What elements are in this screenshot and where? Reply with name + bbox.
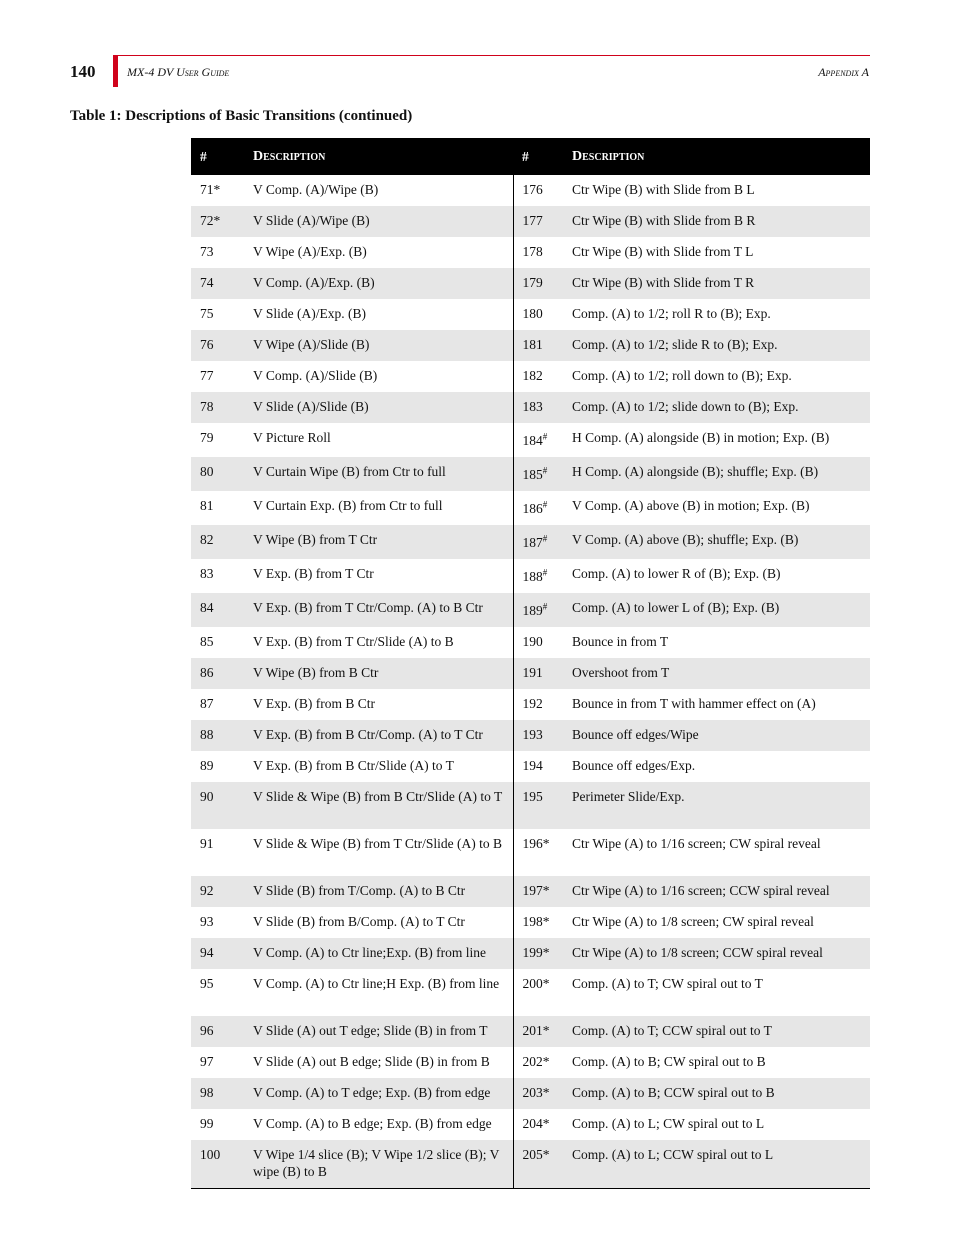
transition-number-text: 98 [200, 1085, 214, 1100]
transition-description [563, 593, 870, 627]
transition-description-text: V Slide (A) out B edge; Slide (B) in from B [253, 1054, 490, 1069]
transition-description [244, 206, 513, 237]
transition-number [191, 1140, 244, 1189]
transition-number-text: 188 [522, 569, 543, 584]
transition-description [563, 268, 870, 299]
transition-number-text: 205* [522, 1147, 550, 1162]
transition-description-text: V Exp. (B) from B Ctr/Slide (A) to T [253, 758, 454, 773]
transition-number-text: 84 [200, 600, 214, 615]
transition-description-text: Comp. (A) to B; CCW spiral out to B [572, 1085, 775, 1100]
transition-number [191, 457, 244, 491]
transition-description-text: V Wipe 1/4 slice (B); V Wipe 1/2 slice (B); V wipe (B) to B [253, 1147, 500, 1179]
transition-number-text: 192 [522, 696, 543, 711]
transition-description [563, 1047, 870, 1078]
transition-description [244, 829, 513, 876]
transition-number-text: 93 [200, 914, 214, 929]
transition-number-text: 200* [522, 976, 550, 991]
table-row [191, 1078, 870, 1109]
transition-description [244, 237, 513, 268]
table-header-row [191, 138, 870, 175]
transition-number [513, 423, 563, 457]
transition-number [513, 525, 563, 559]
transition-number [513, 1047, 563, 1078]
transition-description-text: V Slide (A)/Slide (B) [253, 399, 369, 414]
transition-number [191, 330, 244, 361]
transition-number [191, 237, 244, 268]
transition-description [563, 829, 870, 876]
transition-number-text: 196* [522, 836, 550, 851]
transition-number-text: 72* [200, 213, 221, 228]
table-row [191, 627, 870, 658]
transition-description [563, 1109, 870, 1140]
footnote-marker: # [542, 499, 548, 510]
transition-description [244, 907, 513, 938]
transition-description [244, 559, 513, 593]
transition-number-text: 94 [200, 945, 214, 960]
footnote-marker: # [542, 431, 548, 442]
transition-number-text: 190 [522, 634, 543, 649]
transition-number [513, 491, 563, 525]
transition-number-text: 82 [200, 532, 214, 547]
transition-description [244, 782, 513, 829]
table-row [191, 206, 870, 237]
transition-description [563, 330, 870, 361]
transition-number-text: 203* [522, 1085, 550, 1100]
transition-description [563, 689, 870, 720]
transition-number-text: 90 [200, 789, 214, 804]
transition-number-text: 194 [522, 758, 543, 773]
transition-description-text: Comp. (A) to T; CW spiral out to T [572, 976, 763, 991]
table-row [191, 1047, 870, 1078]
transition-description [244, 751, 513, 782]
transition-number [191, 1016, 244, 1047]
transition-description [244, 330, 513, 361]
transition-number-text: 81 [200, 498, 214, 513]
transition-number [513, 559, 563, 593]
transition-description [244, 525, 513, 559]
transition-number-text: 89 [200, 758, 214, 773]
transition-number-text: 180 [522, 306, 543, 321]
transition-number-text: 182 [522, 368, 543, 383]
transition-description [244, 1140, 513, 1189]
table-row [191, 1140, 870, 1189]
transition-description-text: Comp. (A) to T; CCW spiral out to T [572, 1023, 772, 1038]
table-row [191, 907, 870, 938]
transition-description-text: V Comp. (A) to Ctr line;H Exp. (B) from line [253, 976, 500, 991]
transition-number-text: 184 [522, 433, 543, 448]
transition-number-text: 80 [200, 464, 214, 479]
transition-number-text: 71* [200, 182, 221, 197]
transition-description-text: V Slide (A)/Wipe (B) [253, 213, 370, 228]
transition-description-text: V Exp. (B) from T Ctr/Comp. (A) to B Ctr [253, 600, 483, 615]
transition-description [563, 457, 870, 491]
transition-description [563, 969, 870, 1016]
transition-description [244, 392, 513, 423]
transition-number-text: 74 [200, 275, 214, 290]
transition-number [191, 658, 244, 689]
transition-description-text: Comp. (A) to 1/2; roll R to (B); Exp. [572, 306, 771, 321]
transition-number [191, 423, 244, 457]
transition-description [563, 907, 870, 938]
transition-number-text: 91 [200, 836, 214, 851]
transition-number [191, 593, 244, 627]
table-row [191, 1016, 870, 1047]
transition-description-text: V Comp. (A) above (B) in motion; Exp. (B) [572, 498, 810, 513]
transition-description-text: V Curtain Wipe (B) from Ctr to full [253, 464, 446, 479]
transition-number-text: 79 [200, 430, 214, 445]
transition-description-text: V Slide & Wipe (B) from B Ctr/Slide (A) to T [253, 789, 503, 804]
transition-number-text: 83 [200, 566, 214, 581]
transition-number [513, 876, 563, 907]
transition-number-text: 186 [522, 501, 543, 516]
transition-number-text: 75 [200, 306, 214, 321]
table-row [191, 969, 870, 1016]
transition-number-text: 100 [200, 1147, 221, 1162]
table-row [191, 361, 870, 392]
transition-number-text: 86 [200, 665, 214, 680]
transition-description-text: V Exp. (B) from T Ctr [253, 566, 374, 581]
page-number: 140 [70, 62, 96, 81]
transition-description-text: V Wipe (A)/Slide (B) [253, 337, 370, 352]
transition-number [191, 907, 244, 938]
transition-description-text: Overshoot from T [572, 665, 670, 680]
transition-description [563, 491, 870, 525]
table-row [191, 829, 870, 876]
transition-description-text: Bounce off edges/Exp. [572, 758, 696, 773]
column-header-description: Description [563, 138, 870, 175]
transition-number-text: 201* [522, 1023, 550, 1038]
table-row [191, 720, 870, 751]
transition-number [513, 627, 563, 658]
transition-number [513, 457, 563, 491]
transition-number [513, 1140, 563, 1189]
column-header-number: # [191, 138, 244, 175]
section-label: Appendix A [818, 65, 869, 79]
transition-description-text: Comp. (A) to 1/2; roll down to (B); Exp. [572, 368, 792, 383]
table-row [191, 237, 870, 268]
transition-number [191, 175, 244, 206]
transition-description [244, 1078, 513, 1109]
transition-number-text: 183 [522, 399, 543, 414]
transition-description [563, 237, 870, 268]
table-row [191, 525, 870, 559]
transition-description-text: V Comp. (A)/Wipe (B) [253, 182, 379, 197]
transition-description [563, 1140, 870, 1189]
guide-title: MX-4 DV User Guide [127, 65, 230, 79]
footnote-marker: # [542, 601, 548, 612]
transition-description [563, 876, 870, 907]
transition-description [563, 627, 870, 658]
table-row [191, 938, 870, 969]
transition-number [191, 782, 244, 829]
table-row [191, 658, 870, 689]
transition-description [244, 268, 513, 299]
transition-number [191, 206, 244, 237]
transition-description-text: Ctr Wipe (B) with Slide from T R [572, 275, 755, 290]
header-rule [113, 55, 870, 56]
transition-description [244, 1047, 513, 1078]
transition-description-text: V Slide & Wipe (B) from T Ctr/Slide (A) to B [253, 836, 502, 851]
transition-description-text: Bounce off edges/Wipe [572, 727, 699, 742]
transition-number-text: 204* [522, 1116, 550, 1131]
transition-description-text: Comp. (A) to B; CW spiral out to B [572, 1054, 766, 1069]
transition-number-text: 197* [522, 883, 550, 898]
transition-number-text: 97 [200, 1054, 214, 1069]
transition-description [563, 1016, 870, 1047]
transition-description [563, 658, 870, 689]
transition-number [513, 658, 563, 689]
transition-description-text: Comp. (A) to L; CW spiral out to L [572, 1116, 765, 1131]
transition-description [244, 299, 513, 330]
transition-description [244, 491, 513, 525]
transition-number [513, 330, 563, 361]
transition-number [191, 525, 244, 559]
transition-number-text: 77 [200, 368, 214, 383]
transition-description [563, 782, 870, 829]
transition-description-text: V Exp. (B) from B Ctr/Comp. (A) to T Ctr [253, 727, 483, 742]
transition-number [513, 829, 563, 876]
transition-description-text: V Comp. (A) to Ctr line;Exp. (B) from line [253, 945, 486, 960]
transition-description [244, 361, 513, 392]
transition-number [191, 969, 244, 1016]
transition-description-text: Comp. (A) to lower L of (B); Exp. (B) [572, 600, 780, 615]
transition-number [191, 299, 244, 330]
transition-number-text: 88 [200, 727, 214, 742]
transition-description [563, 206, 870, 237]
transition-description-text: H Comp. (A) alongside (B); shuffle; Exp. (B) [572, 464, 819, 479]
transition-number-text: 85 [200, 634, 214, 649]
transition-number [191, 559, 244, 593]
transition-number [191, 491, 244, 525]
transition-description [244, 627, 513, 658]
table-row [191, 299, 870, 330]
table-row [191, 559, 870, 593]
transition-number [513, 268, 563, 299]
table-row [191, 392, 870, 423]
transition-number-text: 87 [200, 696, 214, 711]
transition-number-text: 178 [522, 244, 543, 259]
transition-description-text: Ctr Wipe (A) to 1/16 screen; CW spiral reveal [572, 836, 821, 851]
transition-description-text: Ctr Wipe (A) to 1/16 screen; CCW spiral reveal [572, 883, 830, 898]
transition-description-text: Ctr Wipe (B) with Slide from T L [572, 244, 754, 259]
transition-description-text: V Picture Roll [253, 430, 331, 445]
transition-number-text: 99 [200, 1116, 214, 1131]
transition-description [244, 423, 513, 457]
transition-number [513, 1109, 563, 1140]
transition-description-text: Comp. (A) to L; CCW spiral out to L [572, 1147, 774, 1162]
transition-description-text: Bounce in from T [572, 634, 669, 649]
transition-description-text: V Slide (A) out T edge; Slide (B) in from T [253, 1023, 488, 1038]
transition-description-text: Comp. (A) to 1/2; slide R to (B); Exp. [572, 337, 778, 352]
transition-description-text: V Comp. (A)/Slide (B) [253, 368, 378, 383]
transition-number [513, 907, 563, 938]
transition-number [513, 720, 563, 751]
transition-description-text: Ctr Wipe (A) to 1/8 screen; CW spiral reveal [572, 914, 814, 929]
transition-description-text: V Comp. (A)/Exp. (B) [253, 275, 375, 290]
transition-description-text: Ctr Wipe (B) with Slide from B R [572, 213, 756, 228]
transition-number-text: 176 [522, 182, 543, 197]
transition-description [244, 457, 513, 491]
transition-number-text: 198* [522, 914, 550, 929]
transition-number-text: 185 [522, 467, 543, 482]
transition-number [513, 751, 563, 782]
transition-number-text: 181 [522, 337, 543, 352]
transition-description [244, 720, 513, 751]
transition-number-text: 191 [522, 665, 543, 680]
footnote-marker: # [542, 465, 548, 476]
transition-number [191, 361, 244, 392]
transition-number [513, 175, 563, 206]
transition-description [244, 969, 513, 1016]
transition-number [191, 392, 244, 423]
table-row [191, 457, 870, 491]
transition-description [563, 361, 870, 392]
transition-description-text: V Curtain Exp. (B) from Ctr to full [253, 498, 443, 513]
transition-description [563, 1078, 870, 1109]
transition-number-text: 199* [522, 945, 550, 960]
transition-description-text: V Slide (B) from B/Comp. (A) to T Ctr [253, 914, 465, 929]
transition-description [563, 299, 870, 330]
transition-number [513, 689, 563, 720]
transition-description [244, 938, 513, 969]
transitions-table [191, 138, 870, 1189]
transition-number [191, 720, 244, 751]
transition-number [513, 1078, 563, 1109]
transition-description-text: V Wipe (B) from T Ctr [253, 532, 378, 547]
transition-number-text: 177 [522, 213, 543, 228]
transition-description [563, 175, 870, 206]
transition-number [513, 593, 563, 627]
transition-number-text: 195 [522, 789, 543, 804]
table-row [191, 175, 870, 206]
transition-number-text: 202* [522, 1054, 550, 1069]
table-row [191, 330, 870, 361]
transition-number [191, 1078, 244, 1109]
table-row [191, 782, 870, 829]
transition-description [563, 720, 870, 751]
transition-number-text: 78 [200, 399, 214, 414]
transition-description-text: V Slide (B) from T/Comp. (A) to B Ctr [253, 883, 466, 898]
transition-description-text: Comp. (A) to lower R of (B); Exp. (B) [572, 566, 781, 581]
transition-description-text: V Exp. (B) from B Ctr [253, 696, 375, 711]
transition-number-text: 96 [200, 1023, 214, 1038]
table-row [191, 1109, 870, 1140]
transition-description-text: V Comp. (A) above (B); shuffle; Exp. (B) [572, 532, 799, 547]
transition-number-text: 179 [522, 275, 543, 290]
transition-number [191, 876, 244, 907]
transition-description [563, 751, 870, 782]
transition-description [563, 559, 870, 593]
table-caption: Table 1: Descriptions of Basic Transitions (continued) [70, 108, 413, 124]
transition-number [191, 689, 244, 720]
transition-description-text: V Wipe (A)/Exp. (B) [253, 244, 367, 259]
transition-number [191, 1047, 244, 1078]
transition-number [513, 782, 563, 829]
transition-description [244, 175, 513, 206]
transition-description-text: V Comp. (A) to B edge; Exp. (B) from edge [253, 1116, 492, 1131]
transition-description [244, 593, 513, 627]
transition-number [513, 206, 563, 237]
transition-description [244, 876, 513, 907]
transition-number [191, 751, 244, 782]
transition-description-text: V Wipe (B) from B Ctr [253, 665, 379, 680]
transition-description-text: Perimeter Slide/Exp. [572, 789, 685, 804]
transition-description [244, 658, 513, 689]
transition-description [563, 938, 870, 969]
table-row [191, 593, 870, 627]
footnote-marker: # [542, 533, 548, 544]
transition-number [513, 938, 563, 969]
footnote-marker: # [542, 567, 548, 578]
transition-description-text: V Comp. (A) to T edge; Exp. (B) from edge [253, 1085, 491, 1100]
header-accent-bar [113, 55, 118, 87]
transition-number [513, 237, 563, 268]
table-row [191, 751, 870, 782]
transition-description [563, 423, 870, 457]
transition-description [244, 1016, 513, 1047]
transition-description-text: Comp. (A) to 1/2; slide down to (B); Exp. [572, 399, 799, 414]
table-row [191, 268, 870, 299]
transition-description [244, 689, 513, 720]
transition-number [513, 1016, 563, 1047]
transition-description [244, 1109, 513, 1140]
table-row [191, 876, 870, 907]
transition-description-text: Ctr Wipe (B) with Slide from B L [572, 182, 755, 197]
transition-number-text: 193 [522, 727, 543, 742]
table-row [191, 491, 870, 525]
transition-description-text: H Comp. (A) alongside (B) in motion; Exp. (B) [572, 430, 830, 445]
transition-number [191, 627, 244, 658]
transition-number [191, 938, 244, 969]
transition-number [191, 268, 244, 299]
transition-number [513, 361, 563, 392]
transition-number-text: 95 [200, 976, 214, 991]
transition-number [191, 829, 244, 876]
transition-description [563, 392, 870, 423]
transition-description-text: V Slide (A)/Exp. (B) [253, 306, 366, 321]
transition-description-text: Ctr Wipe (A) to 1/8 screen; CCW spiral reveal [572, 945, 823, 960]
transition-number-text: 76 [200, 337, 214, 352]
transition-number-text: 92 [200, 883, 214, 898]
transition-number-text: 187 [522, 535, 543, 550]
table-row [191, 689, 870, 720]
transition-number-text: 189 [522, 603, 543, 618]
transition-description [563, 525, 870, 559]
transition-number [513, 969, 563, 1016]
transition-number-text: 73 [200, 244, 214, 259]
transition-number [513, 392, 563, 423]
column-header-number: # [513, 138, 563, 175]
transition-number [513, 299, 563, 330]
transition-description-text: Bounce in from T with hammer effect on (A) [572, 696, 816, 711]
table-row [191, 423, 870, 457]
transition-description-text: V Exp. (B) from T Ctr/Slide (A) to B [253, 634, 454, 649]
transition-number [191, 1109, 244, 1140]
column-header-description: Description [244, 138, 513, 175]
